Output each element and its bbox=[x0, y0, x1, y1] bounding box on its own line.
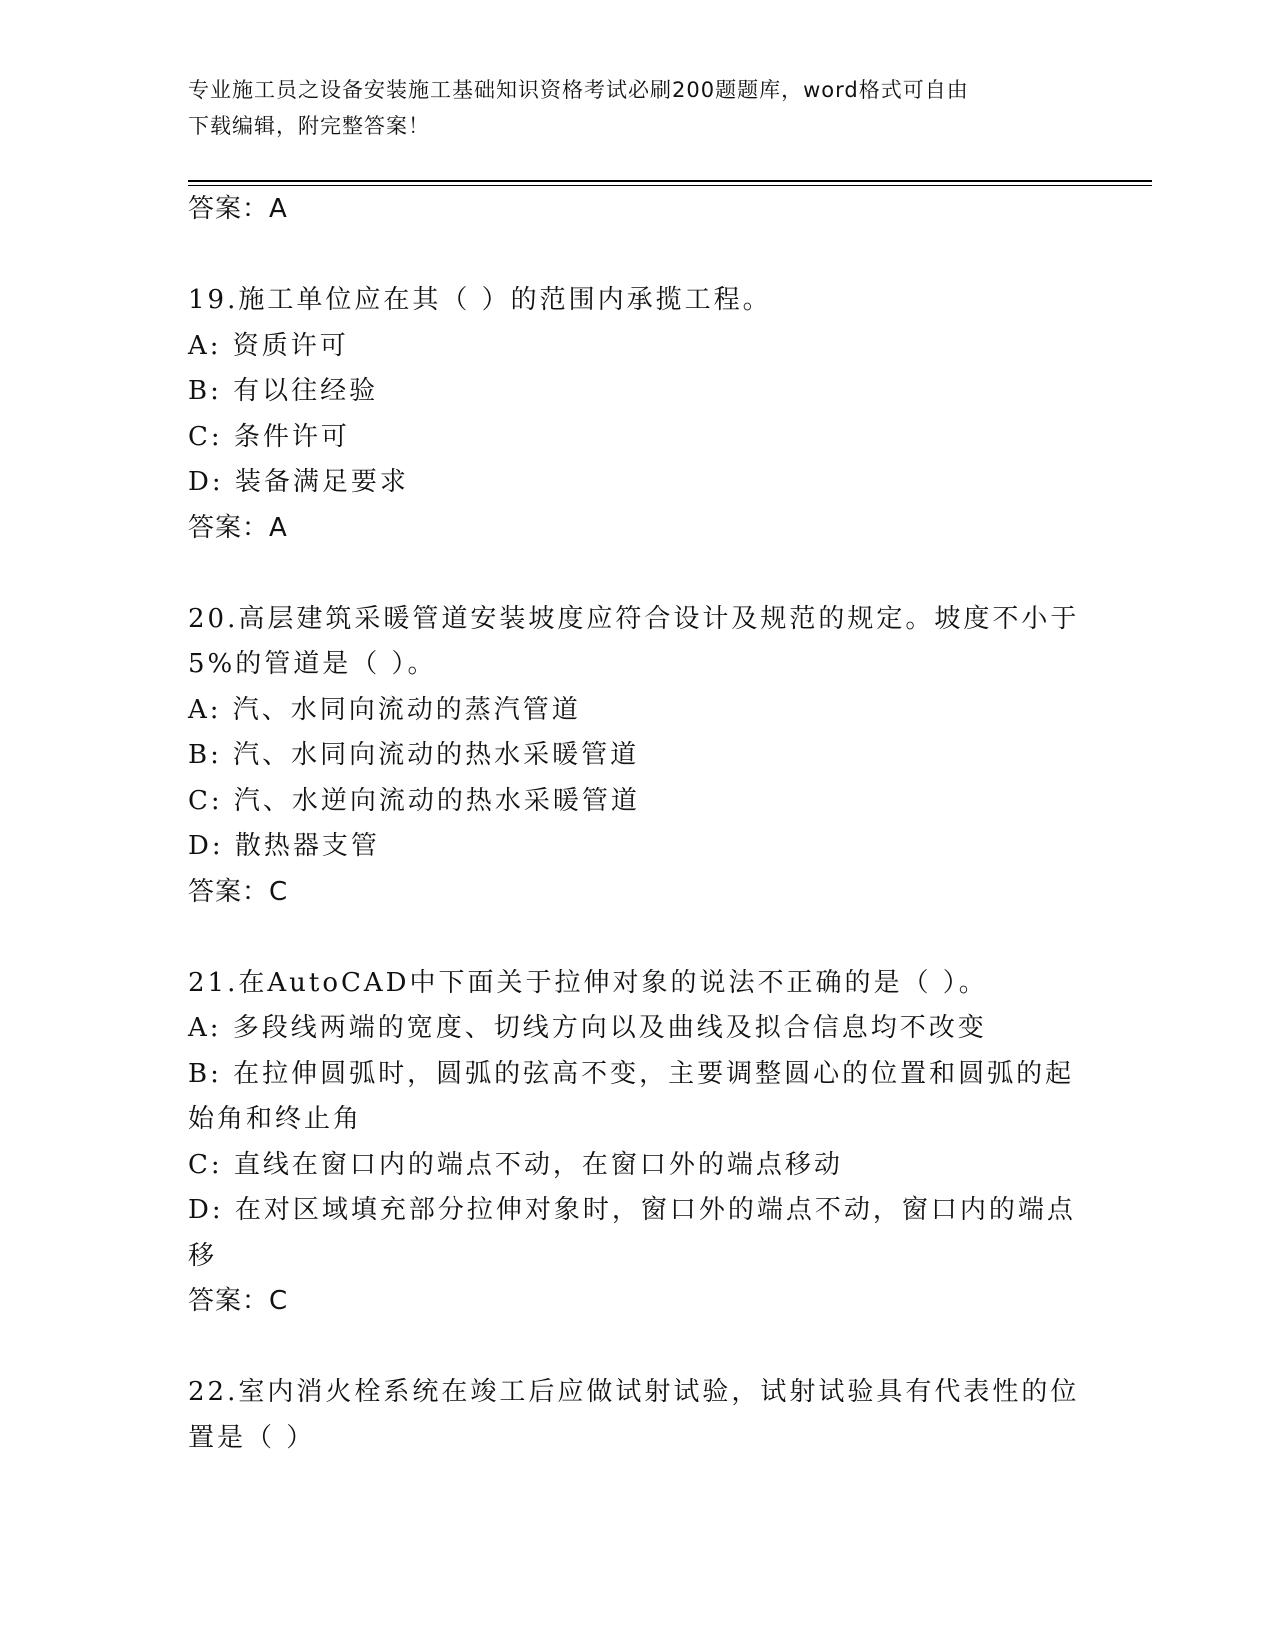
option-a: A: 多段线两端的宽度、切线方向以及曲线及拟合信息均不改变 bbox=[188, 1013, 987, 1043]
option-b-line-2: 始角和终止角 bbox=[188, 1104, 363, 1134]
question-stem-line-1: 22.室内消火栓系统在竣工后应做试射试验，试射试验具有代表性的位 bbox=[188, 1377, 1080, 1407]
header-line-2: 下载编辑，附完整答案！ bbox=[188, 114, 430, 138]
spacer bbox=[188, 233, 1088, 279]
question-19 bbox=[188, 278, 1088, 551]
question-22 bbox=[188, 1370, 1088, 1461]
question-answer: 答案：A bbox=[188, 512, 288, 543]
option-b: B: 有以往经验 bbox=[188, 376, 379, 406]
question-answer: 答案：C bbox=[188, 1286, 289, 1316]
option-c: C: 汽、水逆向流动的热水采暖管道 bbox=[188, 785, 640, 816]
option-b: B: 汽、水同向流动的热水采暖管道 bbox=[188, 740, 640, 770]
document-header bbox=[188, 72, 1068, 144]
question-stem-line-1: 20.高层建筑采暖管道安装坡度应符合设计及规范的规定。坡度不小于 bbox=[188, 603, 1080, 634]
spacer bbox=[188, 551, 1088, 597]
previous-question-answer: 答案：A bbox=[188, 194, 288, 224]
header-line-1: 专业施工员之设备安装施工基础知识资格考试必刷200题题库，word格式可自由 bbox=[188, 78, 969, 102]
question-21 bbox=[188, 961, 1088, 1325]
option-c: C: 条件许可 bbox=[188, 421, 350, 452]
spacer bbox=[188, 915, 1088, 961]
question-answer: 答案：C bbox=[188, 876, 289, 907]
question-stem-line-2: 5%的管道是（ ）。 bbox=[188, 649, 437, 679]
option-a: A: 汽、水同向流动的蒸汽管道 bbox=[188, 694, 581, 725]
question-list bbox=[188, 187, 1088, 1461]
option-d-line-2: 移 bbox=[188, 1240, 218, 1271]
option-c: C: 直线在窗口内的端点不动，在窗口外的端点移动 bbox=[188, 1149, 843, 1180]
question-stem-line-2: 置是（ ） bbox=[188, 1422, 316, 1453]
option-d-line-1: D: 在对区域填充部分拉伸对象时，窗口外的端点不动，窗口内的端点 bbox=[188, 1195, 1076, 1225]
option-d: D: 装备满足要求 bbox=[188, 467, 409, 497]
question-20 bbox=[188, 597, 1088, 916]
option-b-line-1: B: 在拉伸圆弧时，圆弧的弦高不变，主要调整圆心的位置和圆弧的起 bbox=[188, 1058, 1075, 1089]
question-stem: 19.施工单位应在其（ ）的范围内承揽工程。 bbox=[188, 285, 772, 315]
question-stem: 21.在AutoCAD中下面关于拉伸对象的说法不正确的是（ ）。 bbox=[188, 967, 988, 998]
header-divider-thin bbox=[188, 185, 1152, 186]
header-divider-thick bbox=[188, 180, 1152, 182]
option-a: A: 资质许可 bbox=[188, 330, 349, 361]
option-d: D: 散热器支管 bbox=[188, 831, 380, 861]
spacer bbox=[188, 1325, 1088, 1371]
